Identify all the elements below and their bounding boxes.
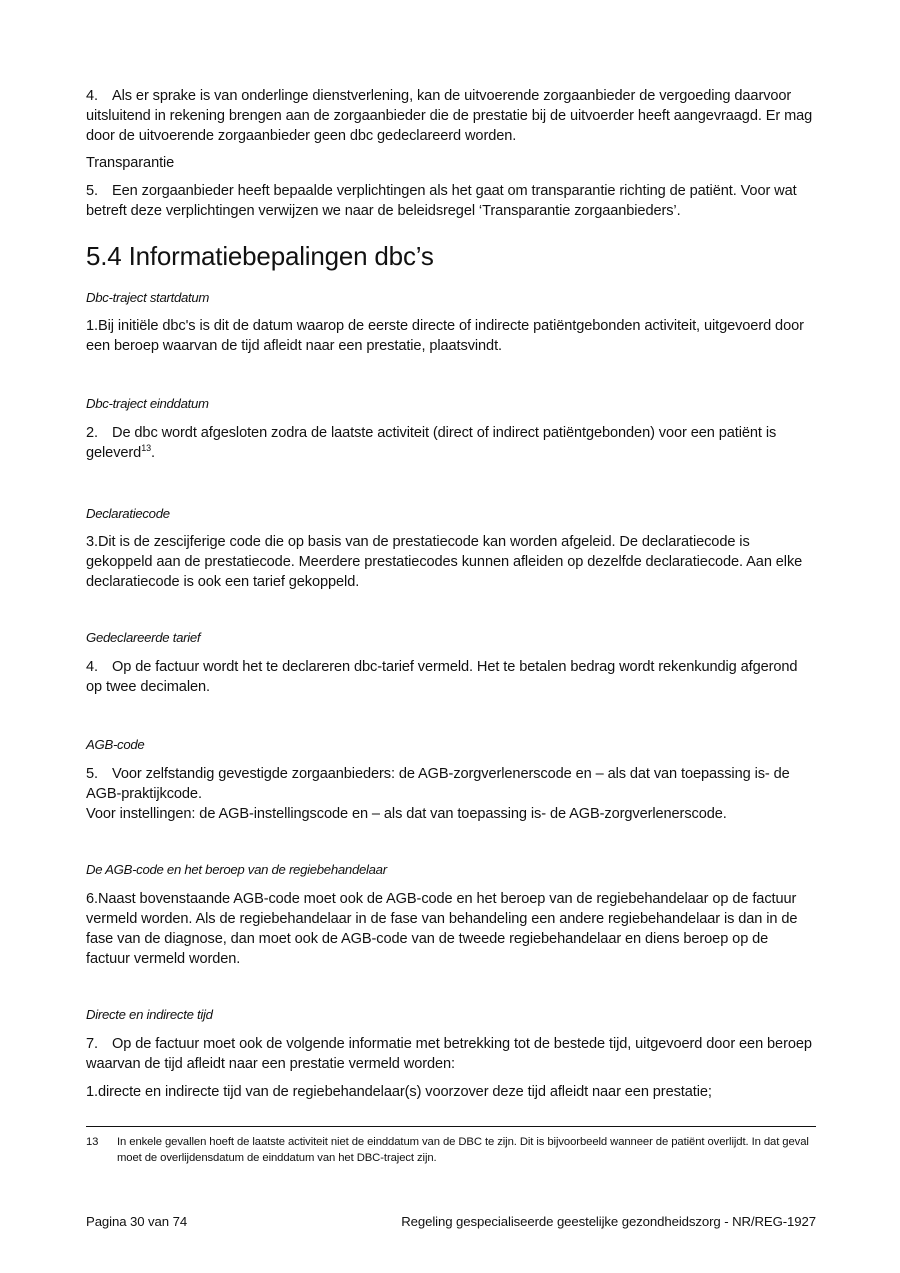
transparantie-label: Transparantie <box>86 155 175 171</box>
item-number: 5. <box>86 183 98 199</box>
paragraph-agb-instellingen: Voor instellingen: de AGB-instellingscode en – als dat van toepassing is- de AGB-zorgverlenerscode. <box>86 806 727 822</box>
item-number: 7. <box>86 1036 98 1052</box>
subheading-einddatum: Dbc-traject einddatum <box>86 396 209 411</box>
paragraph-text: De dbc wordt afgesloten zodra de laatste activiteit (direct of indirect patiëntgebonden) voor een patiënt is geleverd <box>86 425 777 461</box>
page-number: Pagina 30 van 74 <box>86 1214 188 1229</box>
footnote-number: 13 <box>86 1136 99 1148</box>
paragraph-end: . <box>151 445 155 461</box>
paragraph-agb-code <box>86 764 816 804</box>
paragraph-text: Voor zelfstandig gevestigde zorgaanbieders: de AGB-zorgverlenerscode en – als dat van toepassing is- de AGB-praktijkcode. <box>86 766 790 802</box>
subheading-regiebehandelaar: De AGB-code en het beroep van de regiebehandelaar <box>86 862 387 877</box>
paragraph-text: Een zorgaanbieder heeft bepaalde verplichtingen als het gaat om transparantie richting de patiënt. Voor wat betreft deze verplichtingen verwijzen we naar de beleidsregel ‘Transparantie zorgaanbieders’. <box>86 183 797 219</box>
footnote-reference[interactable]: 13 <box>141 443 151 453</box>
subheading-agb-code: AGB-code <box>86 737 145 752</box>
item-number: 5. <box>86 766 98 782</box>
paragraph-text: Op de factuur moet ook de volgende informatie met betrekking tot de bestede tijd, uitgevoerd door een beroep waarvan de tijd afleidt naar een prestatie vermeld worden: <box>86 1036 812 1072</box>
footnote-divider <box>86 1126 816 1127</box>
paragraph-tijd-list-item: 1.directe en indirecte tijd van de regiebehandelaar(s) voorzover deze tijd afleidt naar een prestatie; <box>86 1084 712 1100</box>
item-number: 2. <box>86 425 98 441</box>
paragraph-text: Als er sprake is van onderlinge dienstverlening, kan de uitvoerende zorgaanbieder de vergoeding daarvoor uitsluitend in rekening brengen aan de zorgaanbieder die de prestatie bij de uitvoerder heeft aangevraagd. Er mag door de uitvoerende zorgaanbieder geen dbc gedeclareerd worden. <box>86 88 813 144</box>
paragraph-item-4 <box>86 86 816 146</box>
item-number: 4. <box>86 659 98 675</box>
subheading-startdatum: Dbc-traject startdatum <box>86 290 210 305</box>
paragraph-tarief <box>86 657 816 697</box>
subheading-declaratiecode: Declaratiecode <box>86 506 170 521</box>
paragraph-startdatum: 1.Bij initiële dbc's is dit de datum waarop de eerste directe of indirecte patiëntgebonden activiteit, uitgevoerd door een beroep waarvan de tijd afleidt naar een prestatie, plaatsvindt. <box>86 318 804 354</box>
paragraph-tijd <box>86 1034 816 1074</box>
document-title: Regeling gespecialiseerde geestelijke gezondheidszorg - NR/REG-1927 <box>401 1214 816 1229</box>
item-number: 4. <box>86 88 98 104</box>
paragraph-item-5 <box>86 181 816 221</box>
paragraph-regiebehandelaar: 6.Naast bovenstaande AGB-code moet ook de AGB-code en het beroep van de regiebehandelaar op de factuur vermeld worden. Als de regiebehandelaar in de fase van behandeling een andere regiebehandelaar is dan in de fase van de diagnose, dan moet ook de AGB-code van de tweede regiebehandelaar en diens beroep op de factuur vermeld worden. <box>86 891 798 967</box>
subheading-tijd: Directe en indirecte tijd <box>86 1007 213 1022</box>
paragraph-einddatum <box>86 423 816 463</box>
subheading-tarief: Gedeclareerde tarief <box>86 630 201 645</box>
footnote-text: In enkele gevallen hoeft de laatste activiteit niet de einddatum van de DBC te zijn. Dit is bijvoorbeeld wanneer de patiënt overlijdt. In dat geval moet de overlijdensdatum de einddatum van het DBC-traject zijn. <box>117 1136 809 1164</box>
section-heading: 5.4 Informatiebepalingen dbc’s <box>86 241 434 271</box>
paragraph-declaratiecode: 3.Dit is de zescijferige code die op basis van de prestatiecode kan worden afgeleid. De declaratiecode is gekoppeld aan de prestatiecode. Meerdere prestatiecodes kunnen afleiden op dezelfde declaratiecode. Aan elke declaratiecode is ook een tarief gekoppeld. <box>86 534 803 590</box>
paragraph-text: Op de factuur wordt het te declareren dbc-tarief vermeld. Het te betalen bedrag wordt rekenkundig afgerond op twee decimalen. <box>86 659 798 695</box>
